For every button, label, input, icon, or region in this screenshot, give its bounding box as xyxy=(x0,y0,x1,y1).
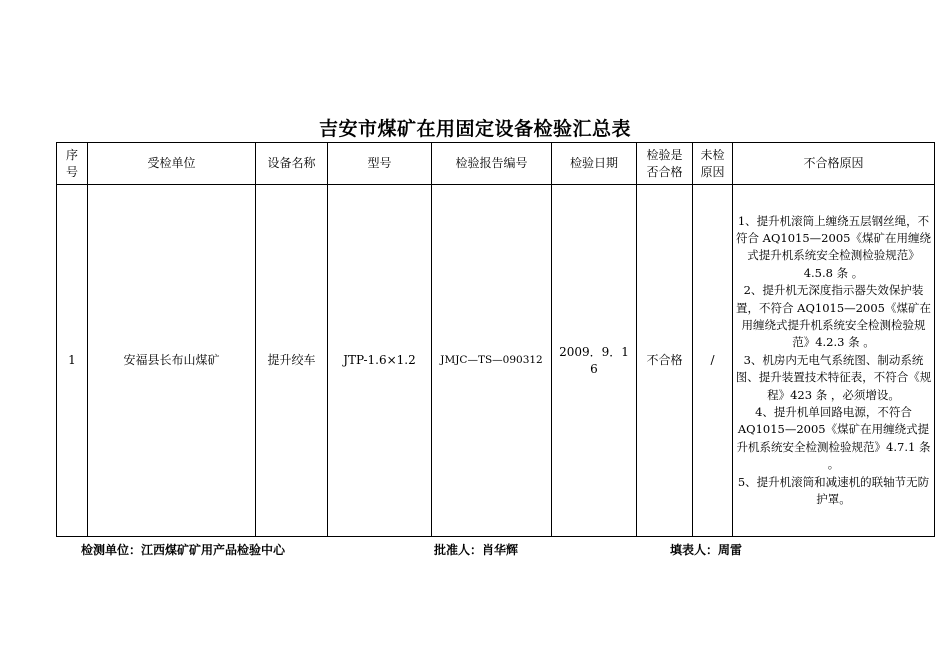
header-equipment: 设备名称 xyxy=(256,143,328,185)
reason-item: 2、提升机无深度指示器失效保护装置，不符合 AQ1015—2005《煤矿在用缠绕式提升机系统安全检测检验规范》4.2.3 条 。 xyxy=(736,283,931,350)
header-model: 型号 xyxy=(328,143,432,185)
footer-inspection-unit: 检测单位：江西煤矿矿用产品检验中心 xyxy=(81,543,286,557)
header-unit: 受检单位 xyxy=(88,143,256,185)
header-seq: 序号 xyxy=(57,143,88,185)
cell-model: JTP-1.6×1.2 xyxy=(328,185,432,537)
header-unqualified-reason: 不合格原因 xyxy=(733,143,935,185)
header-date: 检验日期 xyxy=(552,143,637,185)
cell-report-no: JMJC—TS—090312 xyxy=(432,185,552,537)
reason-item: 4、提升机单回路电源，不符合AQ1015—2005《煤矿在用缠绕式提升机系统安全检测检验规范》4.7.1 条 。 xyxy=(736,405,931,472)
header-qualified: 检验是否合格 xyxy=(637,143,693,185)
cell-unqualified-reasons xyxy=(733,185,935,537)
footer-filler: 填表人：周雷 xyxy=(670,543,743,557)
page-title: 吉安市煤矿在用固定设备检验汇总表 xyxy=(318,118,631,140)
footer-approver: 批准人：肖华辉 xyxy=(434,543,519,557)
table-row xyxy=(57,185,935,537)
cell-not-inspected-reason: / xyxy=(693,185,733,537)
cell-seq: 1 xyxy=(57,185,88,537)
cell-equipment: 提升绞车 xyxy=(256,185,328,537)
header-report-no: 检验报告编号 xyxy=(432,143,552,185)
reason-item: 1、提升机滚筒上缠绕五层钢丝绳，不符合 AQ1015—2005《煤矿在用缠绕式提升机系统安全检测检验规范》4.5.8 条 。 xyxy=(736,213,931,280)
inspection-summary-table xyxy=(56,142,935,537)
cell-qualified: 不合格 xyxy=(637,185,693,537)
table-footer xyxy=(56,541,934,559)
reason-item: 3、机房内无电气系统图、制动系统图、提升装置技术特征表，不符合《规程》423 条 ，必须增设。 xyxy=(735,352,932,402)
reason-item: 5、提升机滚筒和减速机的联轴节无防护罩。 xyxy=(737,474,930,507)
cell-date: 2009．9．16 xyxy=(552,185,637,537)
table-header-row xyxy=(57,143,935,185)
header-not-inspected-reason: 未检原因 xyxy=(693,143,733,185)
cell-unit: 安福县长布山煤矿 xyxy=(88,185,256,537)
